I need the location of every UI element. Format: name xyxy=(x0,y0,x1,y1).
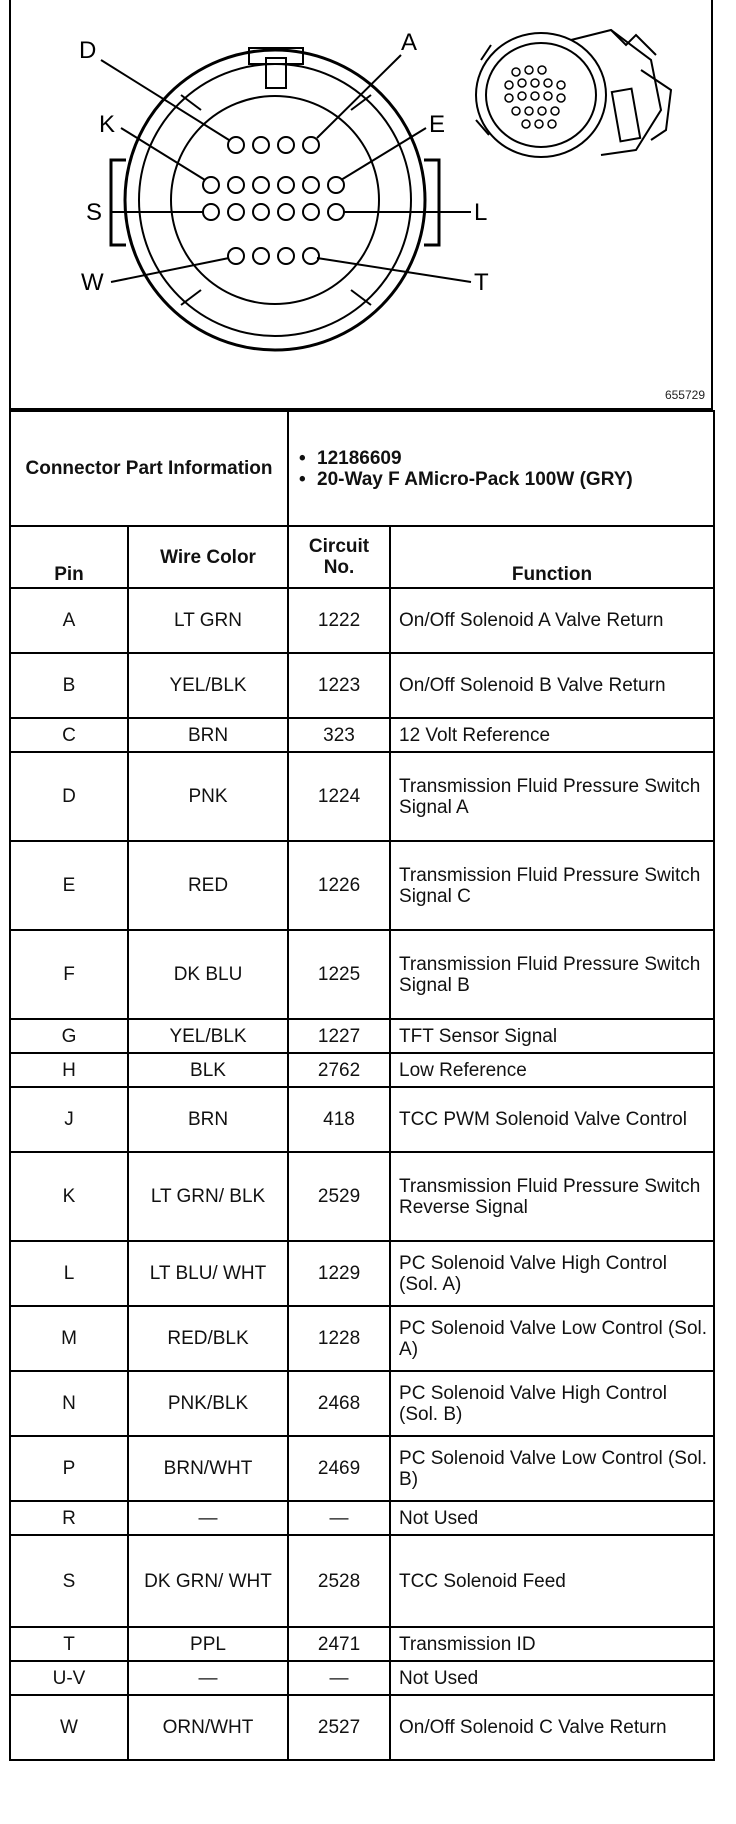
pin-cell: F xyxy=(10,930,128,1019)
column-header-pin: Pin xyxy=(10,526,128,588)
table-row xyxy=(10,653,714,718)
pin-cell: N xyxy=(10,1371,128,1436)
function-cell: 12 Volt Reference xyxy=(390,718,714,752)
function-cell: TCC PWM Solenoid Valve Control xyxy=(390,1087,714,1152)
pin-cell: H xyxy=(10,1053,128,1087)
function-cell: PC Solenoid Valve Low Control (Sol. B) xyxy=(390,1436,714,1501)
pin-label: L xyxy=(474,199,488,226)
pin-label: E xyxy=(429,111,446,138)
pin-cell: B xyxy=(10,653,128,718)
pin-cell: J xyxy=(10,1087,128,1152)
pin-cell: S xyxy=(10,1535,128,1627)
wire-color-cell: BRN xyxy=(128,718,288,752)
table-row xyxy=(10,1661,714,1695)
function-cell: Transmission Fluid Pressure Switch Signal B xyxy=(390,930,714,1019)
function-cell: Low Reference xyxy=(390,1053,714,1087)
wire-color-cell: LT GRN xyxy=(128,588,288,653)
pin-cell: U-V xyxy=(10,1661,128,1695)
connector-info-title: Connector Part Information xyxy=(10,411,288,526)
function-cell: Transmission Fluid Pressure Switch Signal A xyxy=(390,752,714,841)
wire-color-cell: LT BLU/ WHT xyxy=(128,1241,288,1306)
wire-color-cell: DK BLU xyxy=(128,930,288,1019)
pin-cell: E xyxy=(10,841,128,930)
circuit-cell: 2469 xyxy=(288,1436,390,1501)
wire-color-cell: YEL/BLK xyxy=(128,653,288,718)
connector-figure xyxy=(9,0,713,410)
table-row xyxy=(10,841,714,930)
wire-color-cell: PPL xyxy=(128,1627,288,1661)
pin-cell: P xyxy=(10,1436,128,1501)
table-row xyxy=(10,1152,714,1241)
pin-cell: K xyxy=(10,1152,128,1241)
connector-description: • 20-Way F AMicro-Pack 100W (GRY) xyxy=(299,469,703,490)
wire-color-cell: — xyxy=(128,1661,288,1695)
circuit-cell: 1223 xyxy=(288,653,390,718)
connector-part-number: • 12186609 xyxy=(299,448,703,469)
table-row xyxy=(10,588,714,653)
table-row xyxy=(10,1087,714,1152)
circuit-cell: 1225 xyxy=(288,930,390,1019)
pin-cell: M xyxy=(10,1306,128,1371)
pin-holes xyxy=(203,137,344,264)
pin-cell: D xyxy=(10,752,128,841)
circuit-cell: 2762 xyxy=(288,1053,390,1087)
circuit-cell: 323 xyxy=(288,718,390,752)
wire-color-cell: DK GRN/ WHT xyxy=(128,1535,288,1627)
figure-id: 655729 xyxy=(664,388,705,402)
wire-color-cell: RED xyxy=(128,841,288,930)
function-cell: PC Solenoid Valve High Control (Sol. A) xyxy=(390,1241,714,1306)
table-row xyxy=(10,1371,714,1436)
function-cell: Not Used xyxy=(390,1661,714,1695)
pin-cell: R xyxy=(10,1501,128,1535)
circuit-cell: 1222 xyxy=(288,588,390,653)
pin-cell: W xyxy=(10,1695,128,1760)
pin-label: W xyxy=(81,269,104,296)
circuit-cell: — xyxy=(288,1661,390,1695)
connector-diagram xyxy=(11,0,711,408)
wire-color-cell: BRN/WHT xyxy=(128,1436,288,1501)
table-row xyxy=(10,1241,714,1306)
wire-color-cell: LT GRN/ BLK xyxy=(128,1152,288,1241)
function-cell: On/Off Solenoid B Valve Return xyxy=(390,653,714,718)
table-row xyxy=(10,1436,714,1501)
table-row xyxy=(10,718,714,752)
circuit-cell: 418 xyxy=(288,1087,390,1152)
circuit-cell: 1226 xyxy=(288,841,390,930)
table-row xyxy=(10,1501,714,1535)
column-header-row xyxy=(10,526,714,588)
function-cell: PC Solenoid Valve Low Control (Sol. A) xyxy=(390,1306,714,1371)
pin-label: K xyxy=(99,111,116,138)
circuit-cell: 1229 xyxy=(288,1241,390,1306)
circuit-cell: 2527 xyxy=(288,1695,390,1760)
pin-label: D xyxy=(79,37,97,64)
wire-color-cell: PNK/BLK xyxy=(128,1371,288,1436)
table-row xyxy=(10,1695,714,1760)
circuit-cell: 2528 xyxy=(288,1535,390,1627)
wire-color-cell: YEL/BLK xyxy=(128,1019,288,1053)
column-header-circuit: Circuit No. xyxy=(288,526,390,588)
pin-label: S xyxy=(86,199,103,226)
function-cell: On/Off Solenoid A Valve Return xyxy=(390,588,714,653)
function-cell: TFT Sensor Signal xyxy=(390,1019,714,1053)
table-row xyxy=(10,1627,714,1661)
column-header-function: Function xyxy=(390,526,714,588)
function-cell: Transmission Fluid Pressure Switch Reverse Signal xyxy=(390,1152,714,1241)
function-cell: On/Off Solenoid C Valve Return xyxy=(390,1695,714,1760)
circuit-cell: 1228 xyxy=(288,1306,390,1371)
circuit-cell: 2529 xyxy=(288,1152,390,1241)
pin-cell: C xyxy=(10,718,128,752)
wire-color-cell: BLK xyxy=(128,1053,288,1087)
table-row xyxy=(10,930,714,1019)
circuit-cell: 2468 xyxy=(288,1371,390,1436)
circuit-cell: — xyxy=(288,1501,390,1535)
table-row xyxy=(10,1053,714,1087)
circuit-cell: 1224 xyxy=(288,752,390,841)
function-cell: Transmission ID xyxy=(390,1627,714,1661)
function-cell: Not Used xyxy=(390,1501,714,1535)
pin-cell: L xyxy=(10,1241,128,1306)
pin-cell: G xyxy=(10,1019,128,1053)
wire-color-cell: ORN/WHT xyxy=(128,1695,288,1760)
wire-color-cell: RED/BLK xyxy=(128,1306,288,1371)
pin-label: T xyxy=(474,269,489,296)
function-cell: TCC Solenoid Feed xyxy=(390,1535,714,1627)
table-row xyxy=(10,752,714,841)
circuit-cell: 1227 xyxy=(288,1019,390,1053)
table-row xyxy=(10,1535,714,1627)
connector-info-details xyxy=(288,411,714,526)
column-header-wire-color: Wire Color xyxy=(128,526,288,588)
table-row xyxy=(10,1019,714,1053)
wire-color-cell: — xyxy=(128,1501,288,1535)
pin-label: A xyxy=(401,29,418,56)
pinout-rows xyxy=(10,588,714,1760)
wire-color-cell: BRN xyxy=(128,1087,288,1152)
wire-color-cell: PNK xyxy=(128,752,288,841)
connector-pinout-table xyxy=(9,410,715,1761)
table-row xyxy=(10,1306,714,1371)
circuit-cell: 2471 xyxy=(288,1627,390,1661)
connector-perspective-icon xyxy=(476,30,671,157)
connector-info-row xyxy=(10,411,714,526)
function-cell: PC Solenoid Valve High Control (Sol. B) xyxy=(390,1371,714,1436)
connector-sheet xyxy=(9,0,713,1761)
function-cell: Transmission Fluid Pressure Switch Signal C xyxy=(390,841,714,930)
pin-cell: A xyxy=(10,588,128,653)
pin-cell: T xyxy=(10,1627,128,1661)
